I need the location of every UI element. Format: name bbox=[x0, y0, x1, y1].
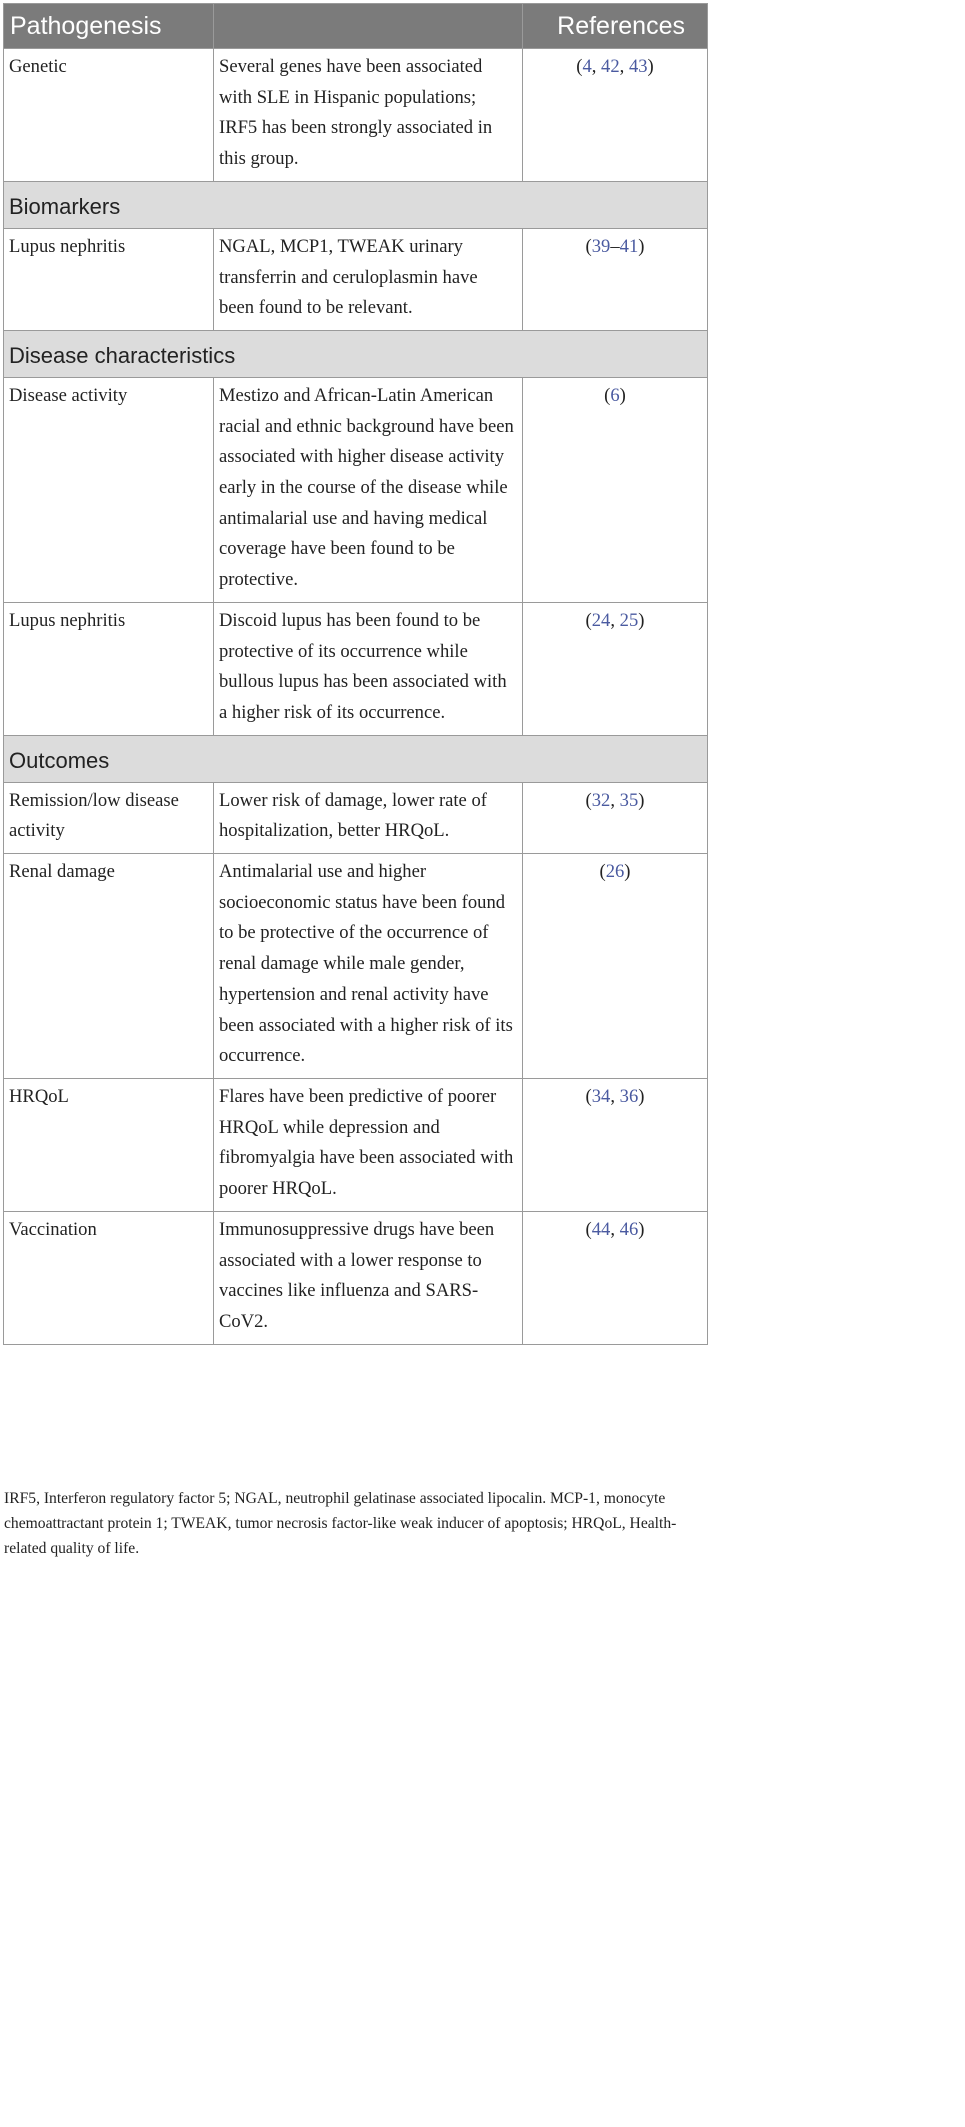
table-header-row bbox=[4, 4, 708, 49]
row-references bbox=[523, 228, 708, 330]
reference-link[interactable]: 6 bbox=[610, 384, 620, 406]
reference-link[interactable]: 39 bbox=[591, 235, 611, 257]
row-label: HRQoL bbox=[4, 1078, 214, 1211]
section-title: Outcomes bbox=[4, 735, 708, 782]
reference-punctuation: ( bbox=[599, 861, 606, 883]
section-title: Biomarkers bbox=[4, 181, 708, 228]
reference-link[interactable]: 41 bbox=[619, 235, 639, 257]
reference-punctuation: , bbox=[610, 609, 620, 631]
row-label: Genetic bbox=[4, 49, 214, 182]
reference-link[interactable]: 4 bbox=[582, 56, 592, 77]
table-row bbox=[4, 1078, 708, 1211]
table-row bbox=[4, 602, 708, 735]
row-description: Several genes have been associated with SLE in Hispanic populations; IRF5 has been strongly associated in this group. bbox=[214, 49, 523, 182]
row-label: Remission/low disease activity bbox=[4, 782, 214, 853]
reference-punctuation: , bbox=[610, 1218, 620, 1240]
table-row bbox=[4, 854, 708, 1079]
row-references bbox=[523, 377, 708, 602]
table-row bbox=[4, 377, 708, 602]
reference-link[interactable]: 36 bbox=[619, 1085, 639, 1107]
row-description: Flares have been predictive of poorer HRQoL while depression and fibromyalgia have been associated with poorer HRQoL. bbox=[214, 1078, 523, 1211]
reference-punctuation: ( bbox=[585, 1085, 592, 1107]
row-description: NGAL, MCP1, TWEAK urinary transferrin and ceruloplasmin have been found to be relevant. bbox=[214, 228, 523, 330]
reference-link[interactable]: 32 bbox=[591, 789, 611, 811]
section-header-row bbox=[4, 735, 708, 782]
header-pathogenesis: Pathogenesis bbox=[4, 4, 214, 49]
reference-punctuation: ) bbox=[619, 384, 626, 406]
reference-punctuation: , bbox=[610, 789, 620, 811]
row-label: Lupus nephritis bbox=[4, 228, 214, 330]
row-description: Discoid lupus has been found to be protective of its occurrence while bullous lupus has been associated with a higher risk of its occurrence. bbox=[214, 602, 523, 735]
lupus-table bbox=[3, 3, 708, 1345]
table-footnote: IRF5, Interferon regulatory factor 5; NGAL, neutrophil gelatinase associated lipocalin. MCP-1, monocyte chemoattractant protein 1; TWEAK, tumor necrosis factor-like weak inducer of apoptosis; HRQoL, Health-related quality of life. bbox=[4, 1490, 677, 1557]
row-description: Immunosuppressive drugs have been associated with a lower response to vaccines like influenza and SARS-CoV2. bbox=[214, 1211, 523, 1344]
table-row bbox=[4, 782, 708, 853]
section-title: Disease characteristics bbox=[4, 330, 708, 377]
reference-punctuation: , bbox=[610, 1085, 620, 1107]
section-header-row bbox=[4, 330, 708, 377]
reference-link[interactable]: 26 bbox=[605, 861, 625, 883]
reference-punctuation: ) bbox=[638, 235, 645, 257]
row-description: Lower risk of damage, lower rate of hospitalization, better HRQoL. bbox=[214, 782, 523, 853]
reference-punctuation: ( bbox=[604, 384, 611, 406]
reference-punctuation: , bbox=[591, 56, 602, 77]
reference-punctuation: ( bbox=[576, 56, 583, 77]
row-references bbox=[523, 602, 708, 735]
table-row bbox=[4, 49, 708, 182]
reference-link[interactable]: 24 bbox=[591, 609, 611, 631]
row-label: Vaccination bbox=[4, 1211, 214, 1344]
reference-punctuation: ) bbox=[638, 789, 645, 811]
reference-link[interactable]: 34 bbox=[591, 1085, 611, 1107]
reference-punctuation: ) bbox=[638, 609, 645, 631]
row-label: Disease activity bbox=[4, 377, 214, 602]
reference-punctuation: ( bbox=[585, 789, 592, 811]
reference-punctuation: ( bbox=[585, 1218, 592, 1240]
reference-link[interactable]: 35 bbox=[619, 789, 639, 811]
row-references bbox=[523, 1211, 708, 1344]
reference-punctuation: ( bbox=[585, 235, 592, 257]
table-body bbox=[4, 49, 708, 1345]
row-label: Lupus nephritis bbox=[4, 602, 214, 735]
row-description: Antimalarial use and higher socioeconomic status have been found to be protective of the occurrence of renal damage while male gender, hypertension and renal activity have been associated with a higher risk of its occurrence. bbox=[214, 854, 523, 1079]
reference-punctuation: ) bbox=[638, 1085, 645, 1107]
reference-punctuation: ( bbox=[585, 609, 592, 631]
row-description: Mestizo and African-Latin American racial and ethnic background have been associated with higher disease activity early in the course of the disease while antimalarial use and having medical coverage have been found to be protective. bbox=[214, 377, 523, 602]
reference-link[interactable]: 42 bbox=[601, 56, 620, 77]
reference-punctuation: ) bbox=[647, 56, 654, 77]
reference-punctuation: ) bbox=[638, 1218, 645, 1240]
row-references bbox=[523, 49, 708, 182]
header-references: References bbox=[523, 4, 708, 49]
reference-punctuation: – bbox=[610, 235, 620, 257]
reference-link[interactable]: 43 bbox=[628, 56, 648, 77]
reference-punctuation: ) bbox=[624, 861, 631, 883]
section-header-row bbox=[4, 181, 708, 228]
row-references bbox=[523, 782, 708, 853]
row-label: Renal damage bbox=[4, 854, 214, 1079]
reference-link[interactable]: 44 bbox=[591, 1218, 611, 1240]
row-references bbox=[523, 854, 708, 1079]
row-references bbox=[523, 1078, 708, 1211]
reference-link[interactable]: 46 bbox=[619, 1218, 639, 1240]
reference-punctuation: , bbox=[619, 56, 629, 77]
reference-link[interactable]: 25 bbox=[619, 609, 639, 631]
table-row bbox=[4, 228, 708, 330]
header-description bbox=[214, 4, 523, 49]
table-row bbox=[4, 1211, 708, 1344]
